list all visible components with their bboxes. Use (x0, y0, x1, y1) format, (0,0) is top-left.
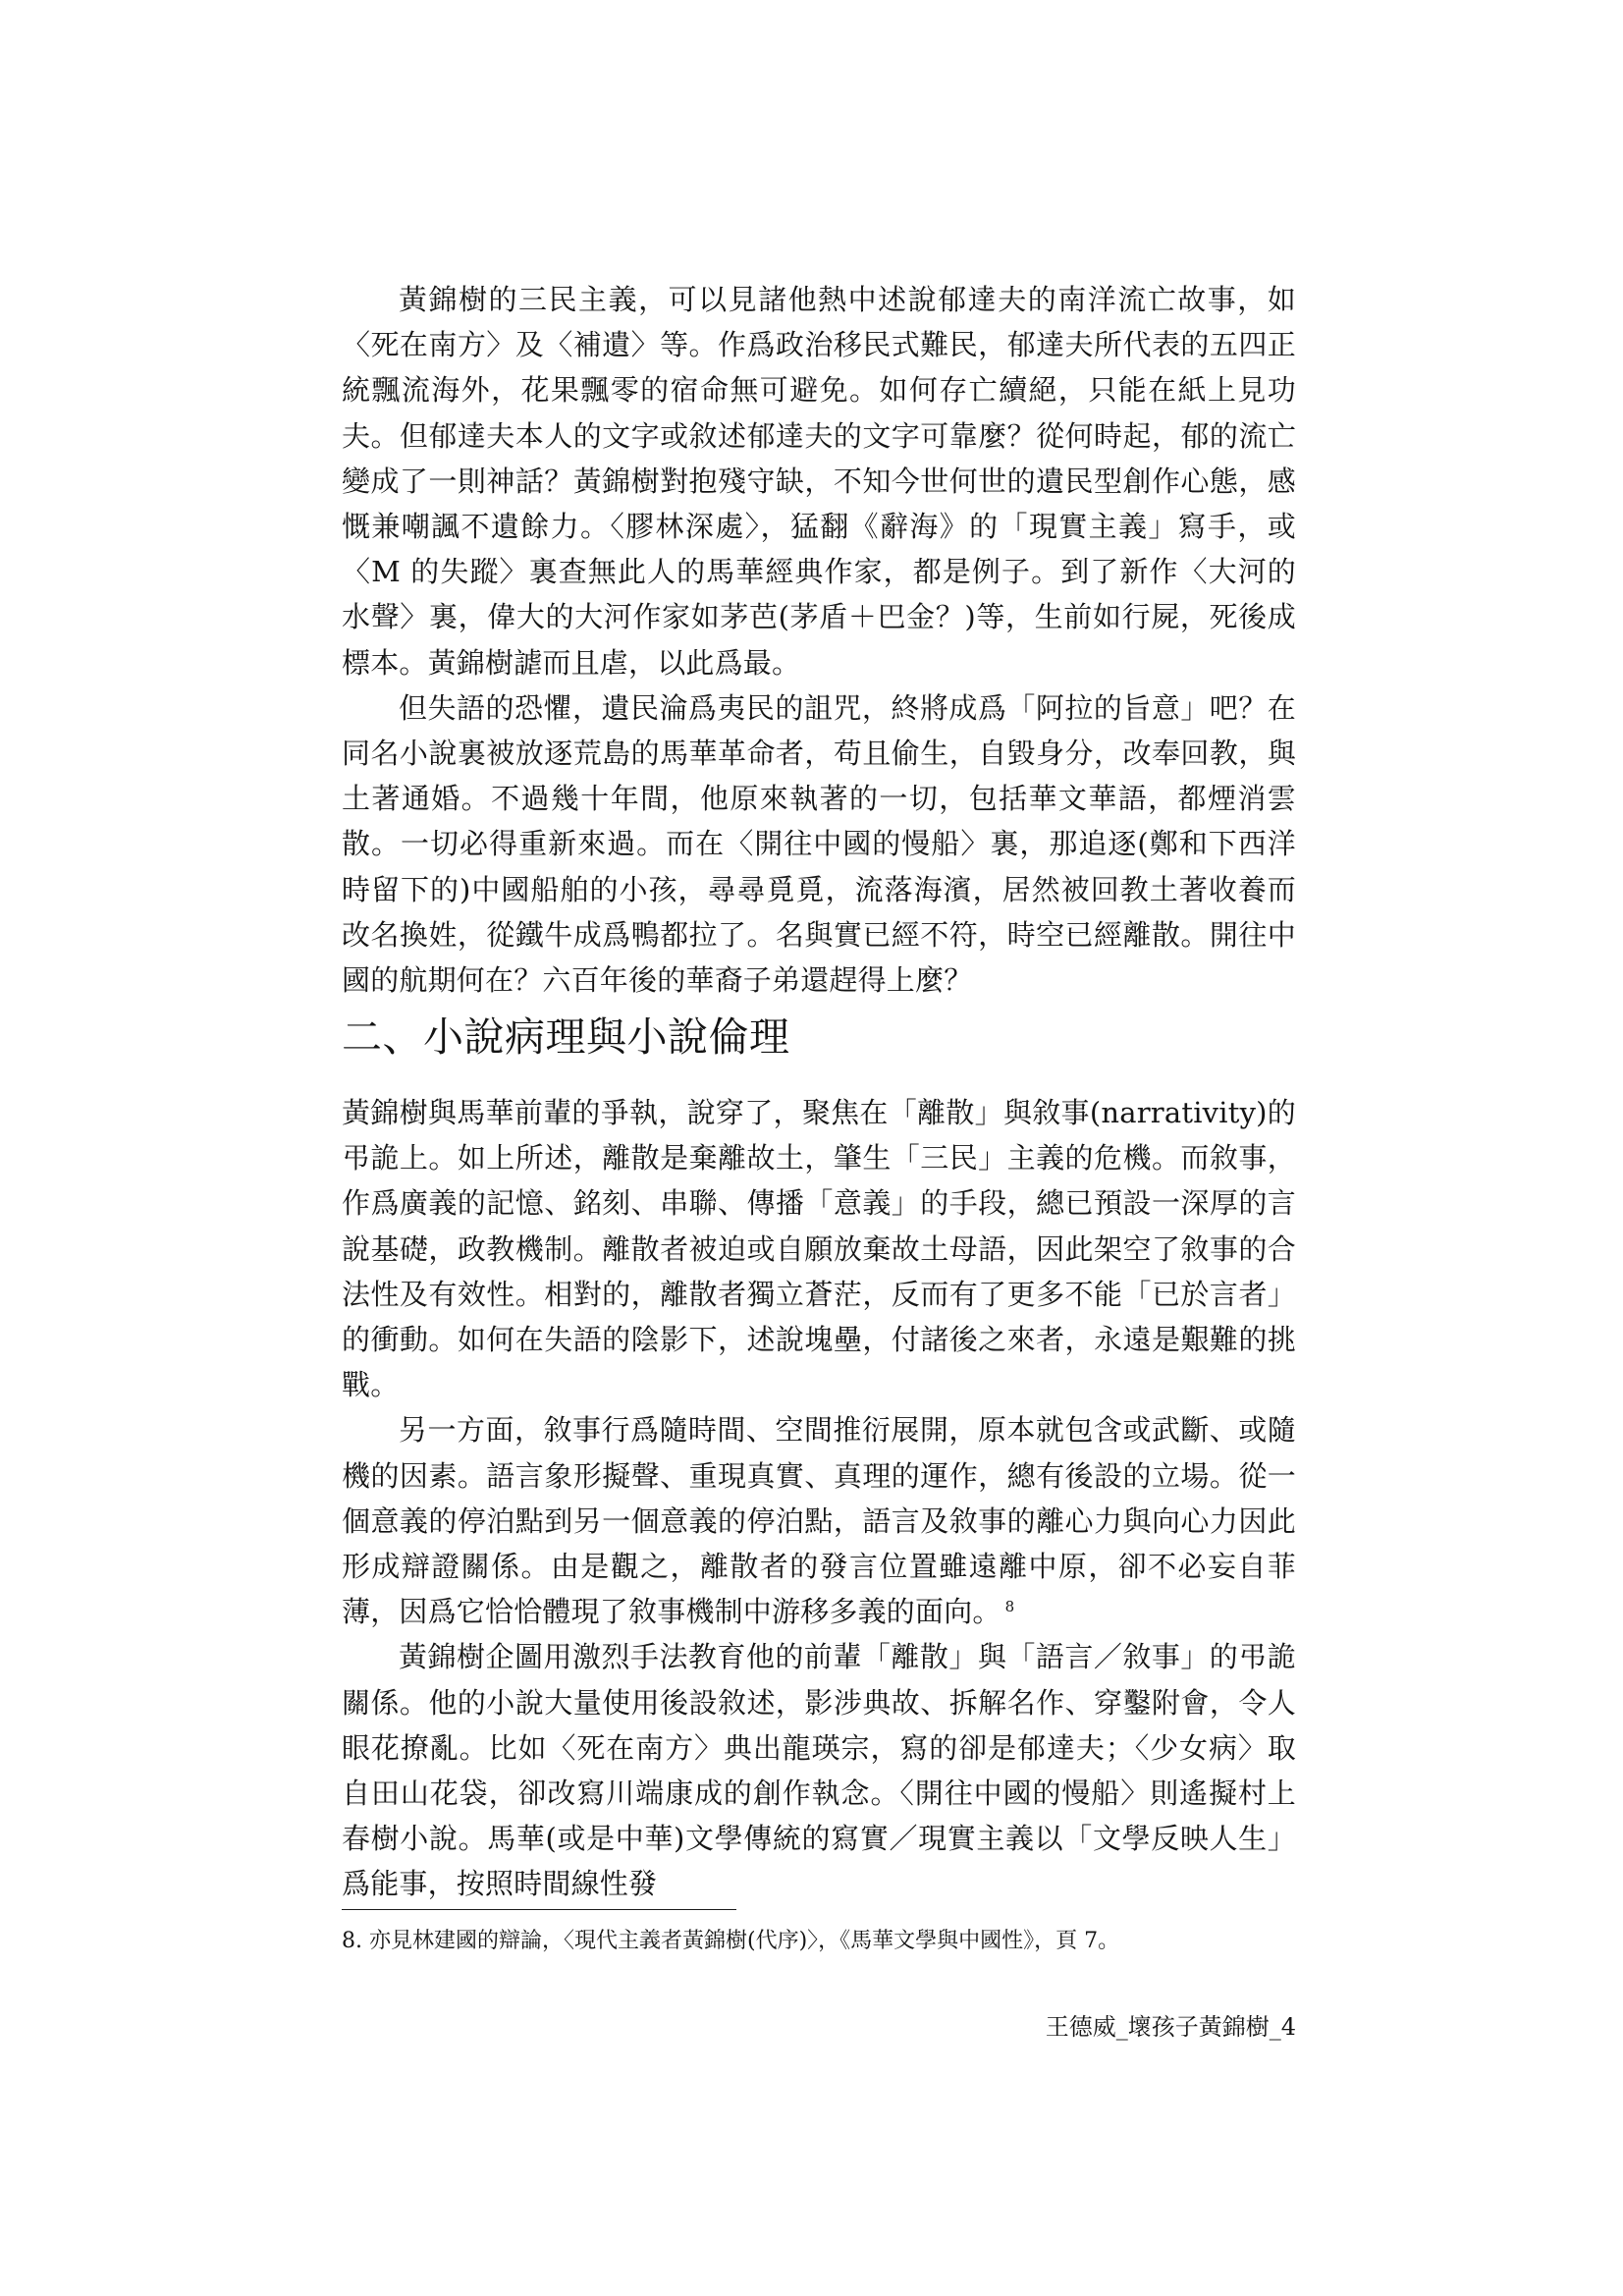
running-footer: 王德威_壞孩子黃錦樹_4 (1045, 2013, 1296, 2041)
paragraph-2: 但失語的恐懼，遺民淪爲夷民的詛咒，終將成爲「阿拉的旨意」吧？在同名小說裏被放逐荒島的馬華革命者，苟且偷生，自毀身分，改奉回教，與土著通婚。不過幾十年間，他原來執著的一切，包括華文華語，都煙消雲散。一切必得重新來過。而在〈開往中國的慢船〉裏，那追逐(鄭和下西洋時留下的)中國船舶的小孩，尋尋覓覓，流落海濱，居然被回教土著收養而改名換姓，從鐵牛成爲鴨都拉了。名與實已經不符，時空已經離散。開往中國的航期何在？六百年後的華裔子弟還趕得上麼？ (342, 690, 1296, 998)
paragraph-3: 黃錦樹與馬華前輩的爭執，說穿了，聚焦在「離散」與敘事(narrativity)的弔詭上。如上所述，離散是棄離故土，肇生「三民」主義的危機。而敘事，作爲廣義的記憶、銘刻、串聯、傳播「意義」的手段，總已預設一深厚的言說基礎，政教機制。離散者被迫或自願放棄故土母語，因此架空了敘事的合法性及有效性。相對的，離散者獨立蒼茫，反而有了更多不能「已於言者」的衝動。如何在失語的陰影下，述說塊壘，付諸後之來者，永遠是艱難的挑戰。 (342, 1096, 1296, 1402)
section-2 (342, 1090, 1296, 1907)
paragraph-4 (342, 1407, 1296, 1634)
section-heading: 二、小說病理與小說倫理 (342, 1013, 790, 1061)
paragraph-4-text: 另一方面，敘事行爲隨時間、空間推衍展開，原本就包含或武斷、或隨機的因素。語言象形擬聲、重現真實、真理的運作，總有後設的立場。從一個意義的停泊點到另一個意義的停泊點，語言及敘事的離心力與向心力因此形成辯證關係。由是觀之，離散者的發言位置雖遠離中原，卻不必妄自菲薄，因爲它恰恰體現了敘事機制中游移多義的面向。 (342, 1413, 1296, 1629)
paragraph-5: 黃錦樹企圖用激烈手法教育他的前輩「離散」與「語言／敘事」的弔詭關係。他的小說大量使用後設敘述，影涉典故、拆解名作、穿鑿附會，令人眼花撩亂。比如〈死在南方〉典出龍瑛宗，寫的卻是郁達夫；〈少女病〉取自田山花袋，卻改寫川端康成的創作執念。〈開往中國的慢船〉則遙擬村上春樹小說。馬華(或是中華)文學傳統的寫實／現實主義以「文學反映人生」爲能事，按照時間線性發 (342, 1640, 1296, 1901)
footnote-marker: 8 (1004, 1597, 1015, 1615)
section-1 (342, 277, 1296, 1003)
paragraph-1: 黃錦樹的三民主義，可以見諸他熱中述說郁達夫的南洋流亡故事，如〈死在南方〉及〈補遺〉等。作爲政治移民式難民，郁達夫所代表的五四正統飄流海外，花果飄零的宿命無可避免。如何存亡續絕，只能在紙上見功夫。但郁達夫本人的文字或敘述郁達夫的文字可靠麼？從何時起，郁的流亡變成了一則神話？黃錦樹對抱殘守缺，不知今世何世的遺民型創作心態，感慨兼嘲諷不遺餘力。〈膠林深處〉，猛翻《辭海》的「現實主義」寫手，或〈M 的失蹤〉裏查無此人的馬華經典作家，都是例子。到了新作〈大河的水聲〉裏，偉大的大河作家如茅芭(茅盾＋巴金？)等，生前如行屍，死後成標本。黃錦樹謔而且虐，以此爲最。 (342, 283, 1296, 680)
footnote: 8. 亦見林建國的辯論，〈現代主義者黃錦樹(代序)〉，《馬華文學與中國性》，頁 7。 (342, 1929, 1120, 1953)
footnote-divider (342, 1909, 736, 1910)
page-body (342, 277, 1296, 1901)
